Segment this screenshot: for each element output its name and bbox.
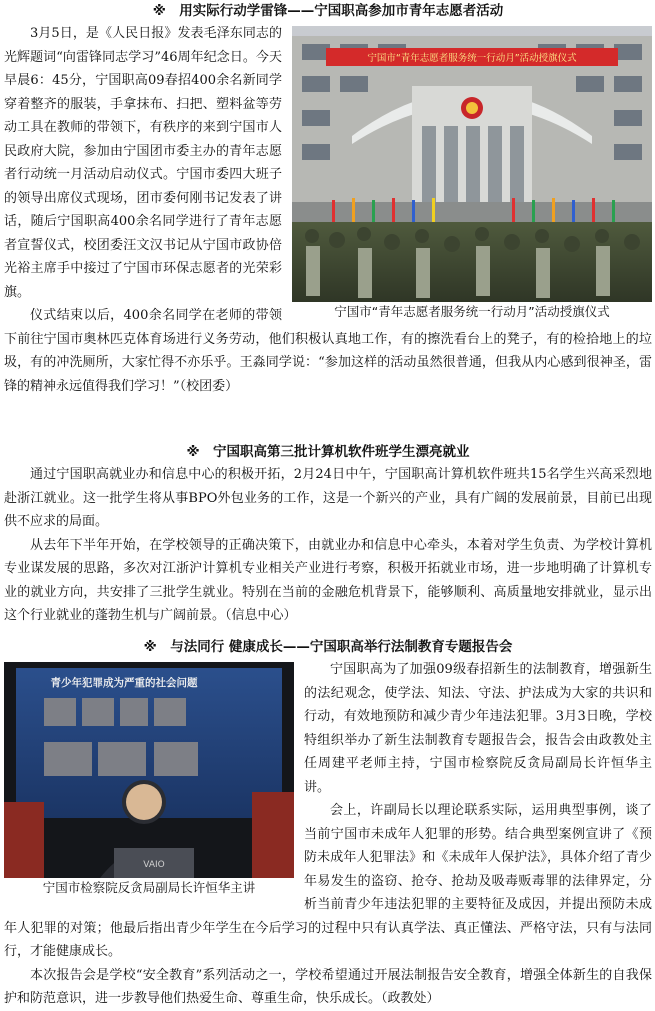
photo-figure bbox=[292, 26, 652, 322]
article-legal-education bbox=[4, 636, 652, 1011]
article-title: ※ 与法同行 健康成长——宁国职高举行法制教育专题报告会 bbox=[143, 639, 513, 655]
article-employment bbox=[4, 441, 652, 628]
photo-figure bbox=[4, 662, 294, 898]
article-title: ※ 用实际行动学雷锋——宁国职高参加市青年志愿者活动 bbox=[152, 3, 504, 19]
article-title: ※ 宁国职高第三批计算机软件班学生漂亮就业 bbox=[186, 444, 470, 460]
article-volunteer bbox=[4, 0, 652, 398]
photo-caption: 宁国市检察院反贪局副局长许恒华主讲 bbox=[42, 880, 256, 895]
banner-text: 宁国市“青年志愿者服务统一行动月”活动授旗仪式 bbox=[367, 53, 577, 64]
slide-title: 青少年犯罪成为严重的社会问题 bbox=[50, 677, 198, 689]
laptop-logo: VAIO bbox=[143, 860, 165, 870]
article-paragraph: 宁国职高为了加强09级春招新生的法制教育，增强新生的法纪观念，使学法、知法、守法、护法成为大家的共识和行动，有效地预防和减少青少年违法犯罪。3月3日晚，学校特组织举办了新生法制教育专题报告会，报告会由政教处主任周建平老师主持，宁国市检察院反贪局副局长许恒华主讲。 bbox=[304, 662, 652, 795]
article-paragraph: 3月5日，是《人民日报》发表毛泽东同志的光辉题词“向雷锋同志学习”46周年纪念日。今天早晨6：45分，宁国职高09春招400余名新同学穿着整齐的服装，手拿抹布、扫把、塑料盆等劳动工具在教师的带领下，有秩序的来到宁国市人民政府大院，参加由宁国团市委主办的青年志愿者行动统一月活动启动仪式。宁国市委四大班子的领导出席仪式现场，团市委何刚书记发表了讲话，随后宁国职高400余名同学进行了青年志愿者宣誓仪式，校团委汪文汉书记从宁国市政协倍光裕主席手中接过了宁国市环保志愿者的光荣彩旗。 bbox=[4, 26, 282, 300]
ceremony-photo bbox=[292, 26, 652, 302]
lecture-photo bbox=[4, 662, 294, 878]
article-paragraph: 仪式结束以后，400余名同学在老师的带领下前往宁国市奥林匹克体育场进行义务劳动，他们积极认真地工作，有的擦洗看台上的凳子，有的检拾地上的垃圾，有的冲洗厕所，大家忙得不亦乐乎。王淼同学说：“参加这样的活动虽然很普通，但我从内心感到很神圣，雷锋的精神永远值得我们学习！”（校团委） bbox=[4, 308, 652, 394]
ceremony-photo-art bbox=[292, 26, 652, 302]
photo-caption: 宁国市“青年志愿者服务统一行动月”活动授旗仪式 bbox=[334, 304, 610, 319]
article-paragraph: 通过宁国职高就业办和信息中心的积极开拓，2月24日中午，宁国职高计算机软件班共15名学生兴高采烈地赴浙江就业。这一批学生将从事BPO外包业务的工作，这是一个新兴的产业，具有广阔的发展前景，目前已出现供不应求的局面。 bbox=[4, 467, 652, 529]
article-paragraph: 本次报告会是学校“安全教育”系列活动之一，学校希望通过开展法制报告安全教育，增强全体新生的自我保护和防范意识，进一步教导他们热爱生命、尊重生命，快乐成长。（政教处） bbox=[4, 967, 652, 1006]
article-paragraph: 从去年下半年开始，在学校领导的正确决策下，由就业办和信息中心牵头，本着对学生负责、为学校计算机专业谋发展的思路，多次对江浙沪计算机专业相关产业进行考察，积极开拓就业市场，进一步地明确了计算机专业的就业方向，共安排了三批学生就业。特别在当前的金融危机背景下，能够顺利、高质量地安排就业，显示出这个行业就业的蓬勃生机与广阔前景。（信息中心） bbox=[4, 537, 652, 623]
article-paragraph: 会上，许副局长以理论联系实际，运用典型事例，谈了当前宁国市未成年人犯罪的形势。结合典型案例宣讲了《预防未成年人犯罪法》和《未成年人保护法》，具体介绍了青少年易发生的盗窃、抢夺、抢劫及吸毒贩毒罪的法律界定，分析当前青少年违法犯罪的主要特征及成因，并提出预防未成年人犯罪的对策；他最后指出青少年学生在今后学习的过程中只有认真学法、真正懂法、严格守法，只有与法同行，才能健康成长。 bbox=[4, 803, 652, 959]
lecture-photo-art bbox=[4, 662, 294, 878]
